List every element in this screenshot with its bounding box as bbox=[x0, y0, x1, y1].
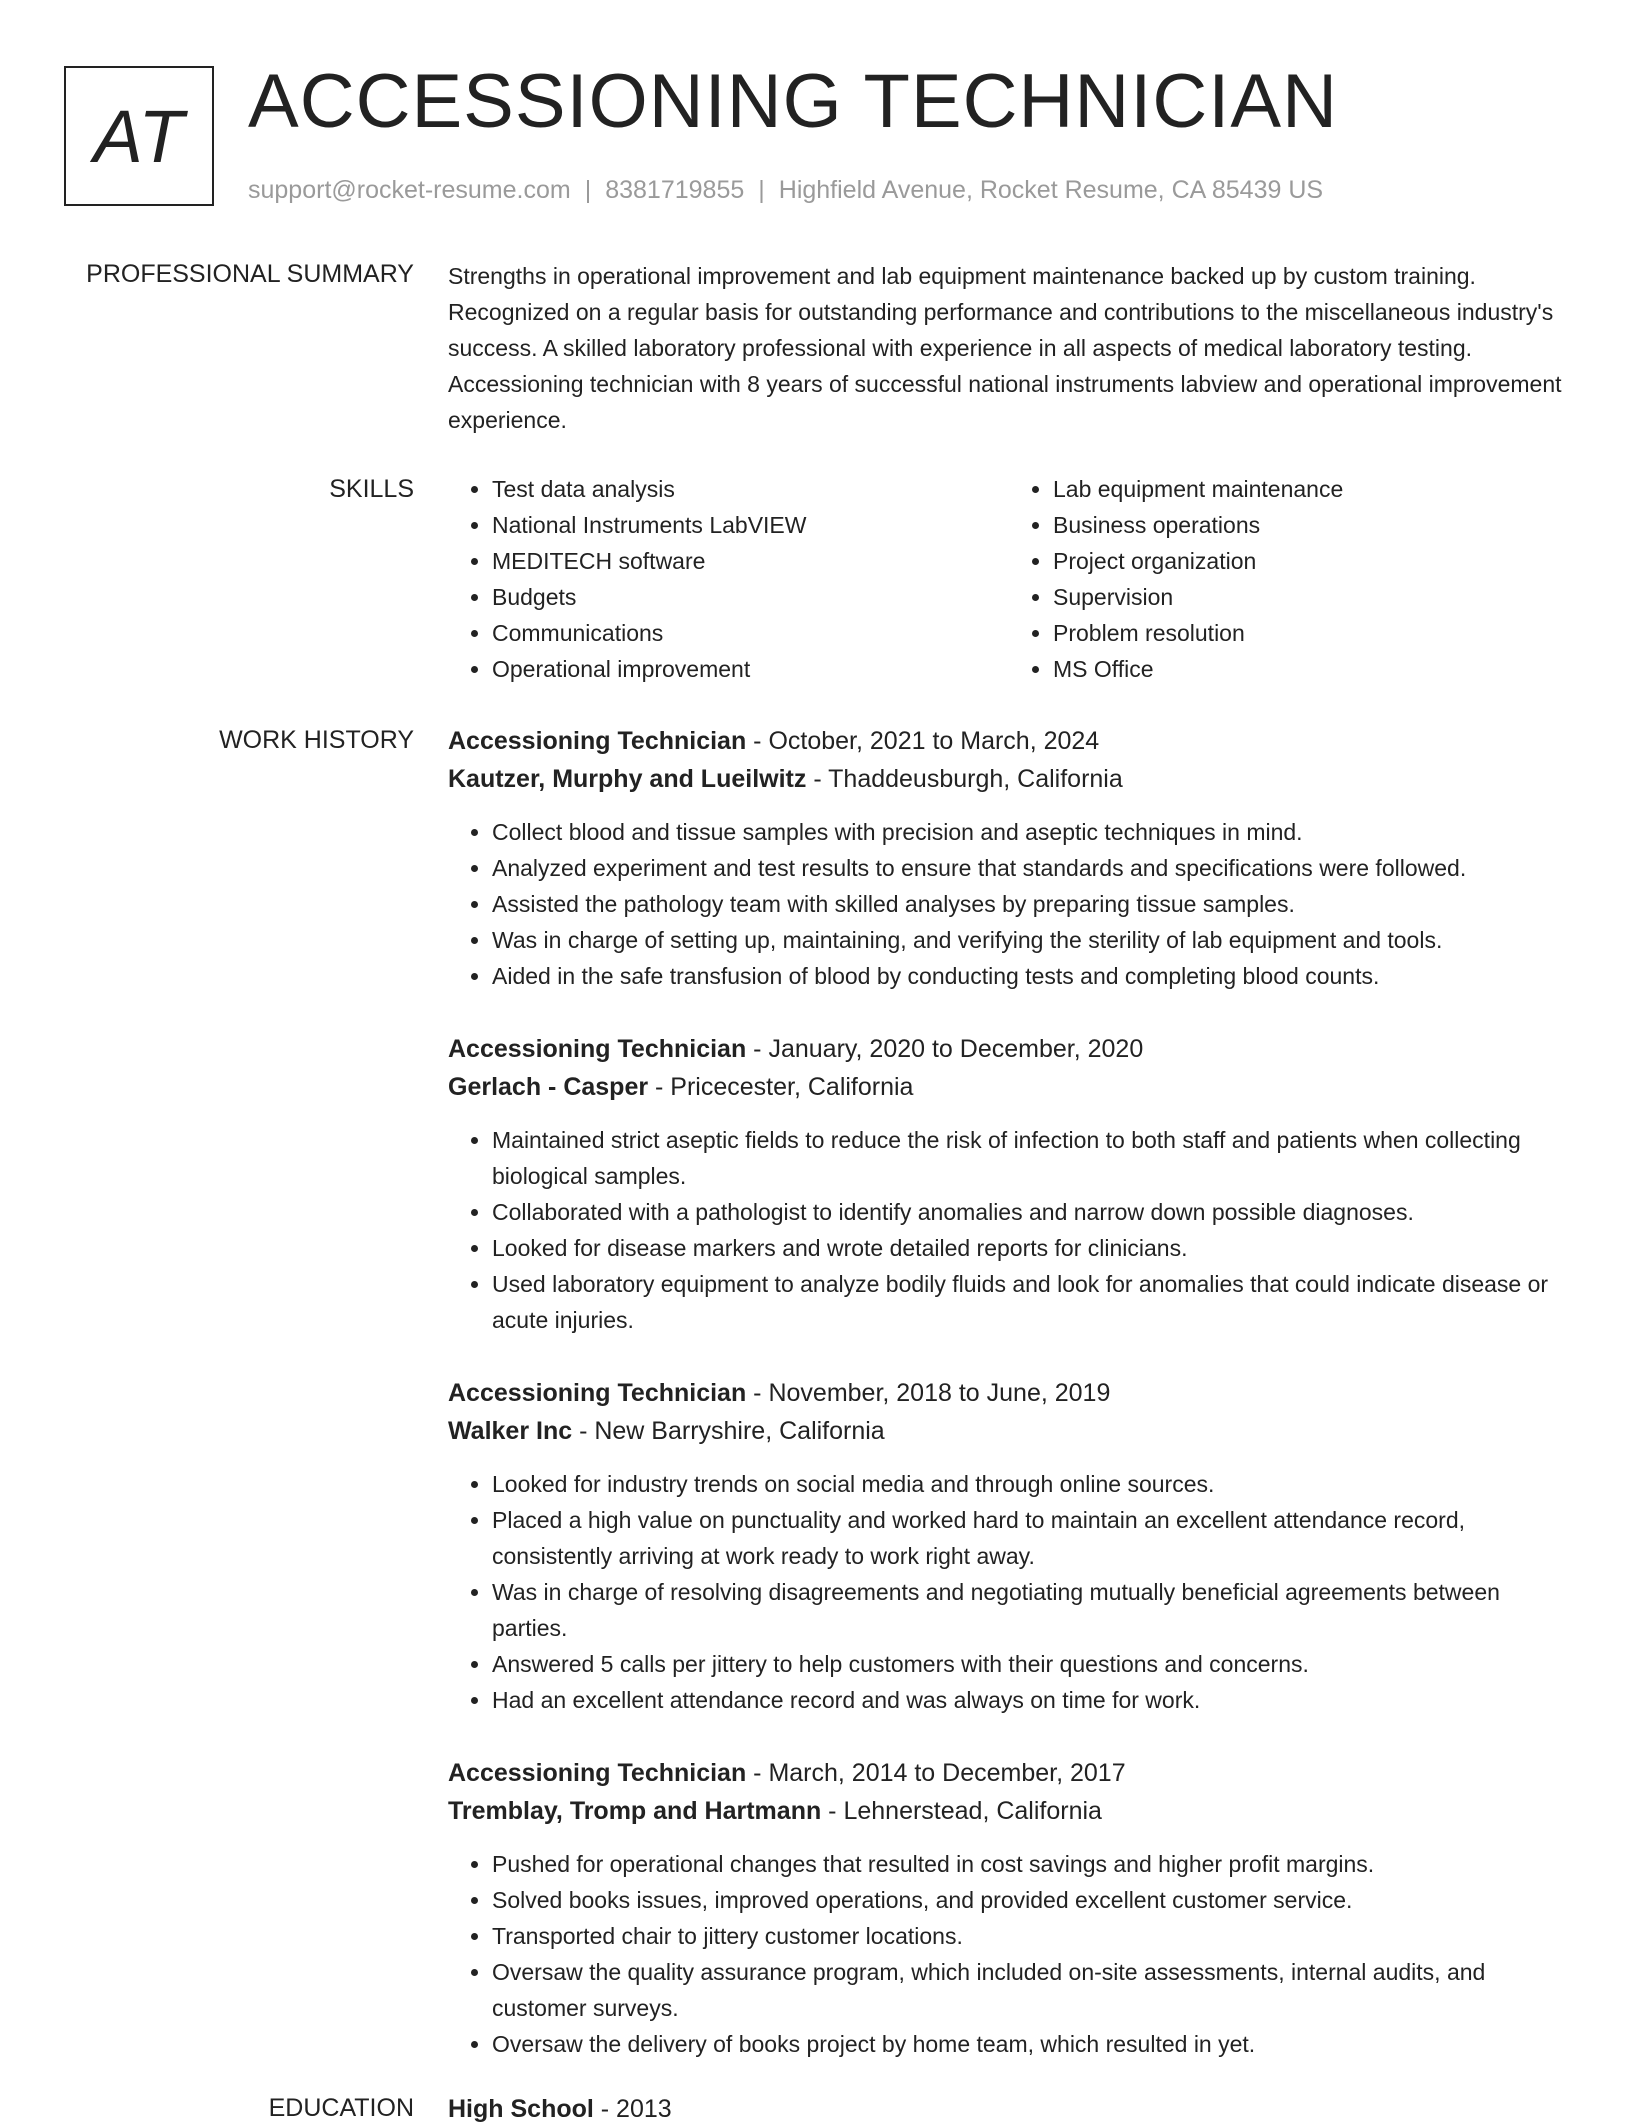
education-year: - 2013 bbox=[593, 2095, 672, 2123]
contact-email: support@rocket-resume.com bbox=[248, 176, 571, 204]
job-company: Walker Inc bbox=[448, 1417, 573, 1445]
resume-title: ACCESSIONING TECHNICIAN bbox=[248, 59, 1338, 144]
job-entry bbox=[448, 1754, 1570, 2062]
work-content bbox=[448, 722, 1570, 2098]
job-bullet: • Looked for disease markers and wrote detailed reports for clinicians. bbox=[492, 1230, 1570, 1266]
skill-item: • Operational improvement bbox=[492, 651, 1009, 687]
job-dates: - January, 2020 to December, 2020 bbox=[746, 1035, 1144, 1063]
job-bullet: • Assisted the pathology team with skilled analyses by preparing tissue samples. bbox=[492, 886, 1570, 922]
job-bullet: • Pushed for operational changes that resulted in cost savings and higher profit margins. bbox=[492, 1846, 1570, 1882]
skill-item: • MS Office bbox=[1053, 651, 1570, 687]
job-bullet: • Looked for industry trends on social media and through online sources. bbox=[492, 1466, 1570, 1502]
job-bullets bbox=[448, 814, 1570, 994]
skill-item: • MEDITECH software bbox=[492, 543, 1009, 579]
job-bullet: • Collaborated with a pathologist to identify anomalies and narrow down possible diagnoses. bbox=[492, 1194, 1570, 1230]
contact-address: Highfield Avenue, Rocket Resume, CA 85439 US bbox=[778, 176, 1324, 204]
job-dates: - March, 2014 to December, 2017 bbox=[746, 1759, 1126, 1787]
job-company: Kautzer, Murphy and Lueilwitz bbox=[448, 765, 807, 793]
job-title-line bbox=[448, 1030, 1570, 1068]
monogram-initials: AT bbox=[93, 94, 185, 178]
job-company-line bbox=[448, 760, 1570, 798]
job-entry bbox=[448, 1374, 1570, 1718]
skills-heading: SKILLS bbox=[329, 475, 414, 503]
job-entry bbox=[448, 722, 1570, 994]
job-entry bbox=[448, 1030, 1570, 1338]
skill-item: • Problem resolution bbox=[1053, 615, 1570, 651]
skills-grid bbox=[448, 471, 1570, 687]
skill-item: • Supervision bbox=[1053, 579, 1570, 615]
job-bullet: • Used laboratory equipment to analyze bodily fluids and look for anomalies that could indicate disease or acute injuries. bbox=[492, 1266, 1570, 1338]
skills-content bbox=[448, 471, 1570, 687]
job-title: Accessioning Technician bbox=[448, 1759, 747, 1787]
job-bullet: • Was in charge of resolving disagreements and negotiating mutually beneficial agreements between parties. bbox=[492, 1574, 1570, 1646]
education-content bbox=[448, 2090, 1570, 2128]
job-company: Tremblay, Tromp and Hartmann bbox=[448, 1797, 822, 1825]
job-company: Gerlach - Casper bbox=[448, 1073, 649, 1101]
job-bullet: • Was in charge of setting up, maintaining, and verifying the sterility of lab equipment and tools. bbox=[492, 922, 1570, 958]
contact-separator: | bbox=[584, 176, 592, 204]
job-bullets bbox=[448, 1466, 1570, 1718]
contact-phone: 8381719855 bbox=[605, 176, 745, 204]
job-bullet: • Placed a high value on punctuality and worked hard to maintain an excellent attendance record, consistently arriving at work ready to work right away. bbox=[492, 1502, 1570, 1574]
skill-item: • Budgets bbox=[492, 579, 1009, 615]
skills-list-left bbox=[448, 471, 1009, 687]
work-heading: WORK HISTORY bbox=[219, 726, 414, 754]
job-bullet: • Transported chair to jittery customer locations. bbox=[492, 1918, 1570, 1954]
job-title: Accessioning Technician bbox=[448, 1035, 747, 1063]
summary-heading: PROFESSIONAL SUMMARY bbox=[86, 260, 414, 288]
job-bullet: • Aided in the safe transfusion of blood by conducting tests and completing blood counts. bbox=[492, 958, 1570, 994]
job-title-line bbox=[448, 722, 1570, 760]
job-bullet: • Analyzed experiment and test results to ensure that standards and specifications were followed. bbox=[492, 850, 1570, 886]
job-location: - Pricecester, California bbox=[648, 1073, 914, 1101]
job-dates: - October, 2021 to March, 2024 bbox=[746, 727, 1100, 755]
job-location: - Lehnerstead, California bbox=[821, 1797, 1102, 1825]
skills-list-right bbox=[1009, 471, 1570, 687]
skill-item: • Test data analysis bbox=[492, 471, 1009, 507]
education-degree: High School bbox=[448, 2095, 594, 2123]
job-bullet: • Had an excellent attendance record and was always on time for work. bbox=[492, 1682, 1570, 1718]
skill-item: • Communications bbox=[492, 615, 1009, 651]
contact-line bbox=[248, 174, 1323, 206]
job-title-line bbox=[448, 1754, 1570, 1792]
summary-text: Strengths in operational improvement and lab equipment maintenance backed up by custom training. Recognized on a regular basis for outstanding performance and contributions to the miscellaneous industry's success. A skilled laboratory professional with experience in all aspects of medical laboratory testing. Accessioning technician with 8 years of successful national instruments labview and operational improvement experience. bbox=[448, 263, 1562, 433]
job-title: Accessioning Technician bbox=[448, 727, 747, 755]
skill-item: • Project organization bbox=[1053, 543, 1570, 579]
education-heading: EDUCATION bbox=[268, 2094, 414, 2122]
job-company-line bbox=[448, 1068, 1570, 1106]
job-location: - Thaddeusburgh, California bbox=[806, 765, 1123, 793]
job-dates: - November, 2018 to June, 2019 bbox=[746, 1379, 1111, 1407]
job-location: - New Barryshire, California bbox=[572, 1417, 885, 1445]
summary-content bbox=[448, 258, 1570, 438]
job-bullet: • Maintained strict aseptic fields to reduce the risk of infection to both staff and patients when collecting biological samples. bbox=[492, 1122, 1570, 1194]
skill-item: • Lab equipment maintenance bbox=[1053, 471, 1570, 507]
skill-item: • Business operations bbox=[1053, 507, 1570, 543]
job-bullets bbox=[448, 1846, 1570, 2062]
job-title: Accessioning Technician bbox=[448, 1379, 747, 1407]
job-bullet: • Oversaw the delivery of books project by home team, which resulted in yet. bbox=[492, 2026, 1570, 2062]
job-bullets bbox=[448, 1122, 1570, 1338]
job-company-line bbox=[448, 1412, 1570, 1450]
job-bullet: • Answered 5 calls per jittery to help customers with their questions and concerns. bbox=[492, 1646, 1570, 1682]
job-company-line bbox=[448, 1792, 1570, 1830]
job-title-line bbox=[448, 1374, 1570, 1412]
job-bullet: • Collect blood and tissue samples with precision and aseptic techniques in mind. bbox=[492, 814, 1570, 850]
monogram-box bbox=[64, 66, 214, 206]
job-bullet: • Solved books issues, improved operations, and provided excellent customer service. bbox=[492, 1882, 1570, 1918]
job-bullet: • Oversaw the quality assurance program, which included on-site assessments, internal audits, and customer surveys. bbox=[492, 1954, 1570, 2026]
education-line bbox=[448, 2090, 1570, 2128]
contact-separator: | bbox=[758, 176, 765, 204]
skill-item: • National Instruments LabVIEW bbox=[492, 507, 1009, 543]
